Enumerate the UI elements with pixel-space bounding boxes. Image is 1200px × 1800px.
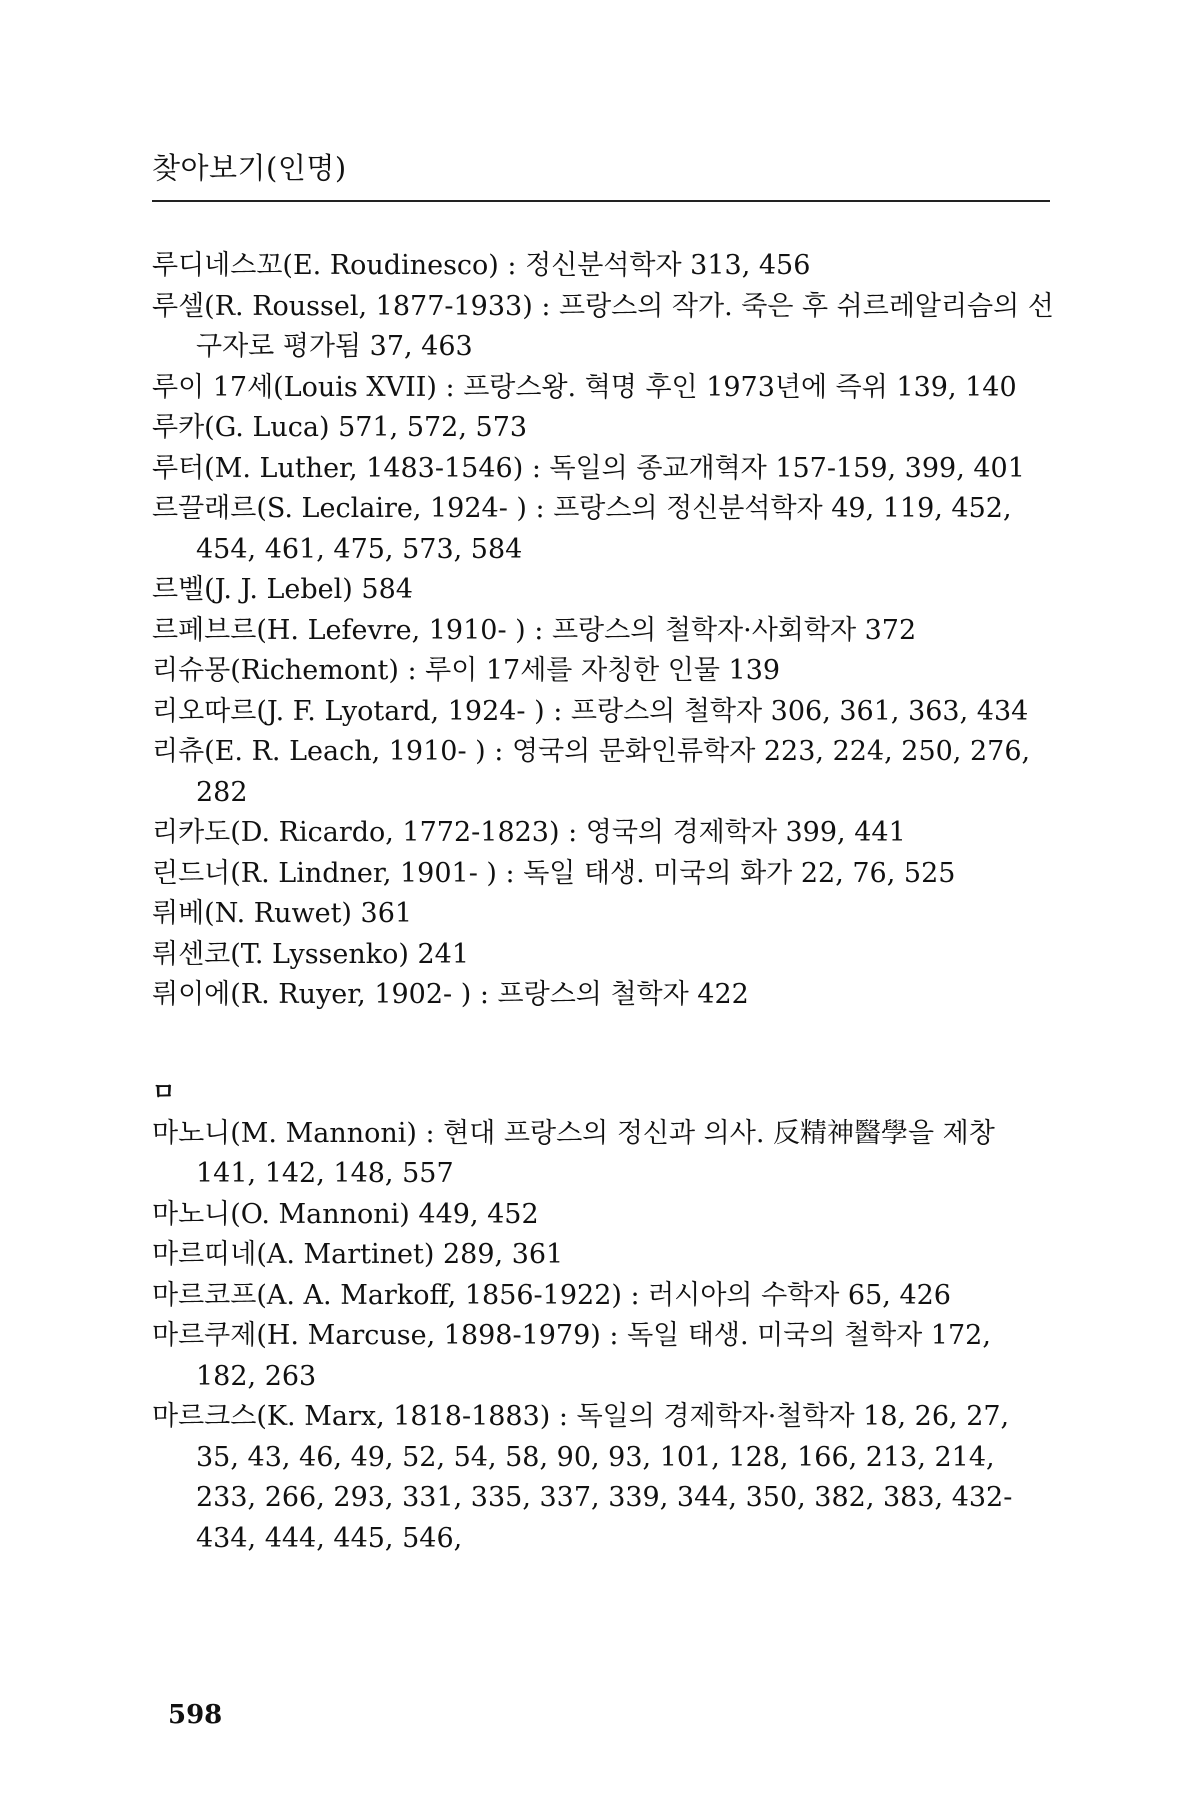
index-entry: 린드너(R. Lindner, 1901- ) : 독일 태생. 미국의 화가 22, 76, 525 xyxy=(152,857,956,889)
index-entry: 마노니(M. Mannoni) : 현대 프랑스의 정신과 의사. 反精神醫學을 제창 141, 142, 148, 557 xyxy=(152,1117,995,1189)
index-entry: 리카도(D. Ricardo, 1772-1823) : 영국의 경제학자 399, 441 xyxy=(152,817,906,848)
index-entry: 뤼센코(T. Lyssenko) 241 xyxy=(152,938,470,970)
index-entry: 루터(M. Luther, 1483-1546) : 독일의 종교개혁자 157-159, 399, 401 xyxy=(152,452,1025,484)
index-entry: 루이 17세(Louis XVII) : 프랑스왕. 혁명 후인 1973년에 즉위 139, 140 xyxy=(152,371,1017,403)
index-entry: 리오따르(J. F. Lyotard, 1924- ) : 프랑스의 철학자 306, 361, 363, 434 xyxy=(152,695,1029,727)
index-list xyxy=(152,246,1057,1559)
index-entry: 마르크스(K. Marx, 1818-1883) : 독일의 경제학자·철학자 18, 26, 27, 35, 43, 46, 49, 52, 54, 58, 90, 93, 101, 128, 166, 213, 214, 233, 266, 293, 331, 335, 337, 339, 344, 350, 382, 383, 432-434, 444, 445, 546, xyxy=(152,1401,1013,1554)
index-entry: 루셀(R. Roussel, 1877-1933) : 프랑스의 작가. 죽은 후 쉬르레알리슴의 선구자로 평가됨 37, 463 xyxy=(152,290,1054,362)
index-entry: 마르코프(A. A. Markoff, 1856-1922) : 러시아의 수학자 65, 426 xyxy=(152,1279,951,1311)
header-rule xyxy=(152,200,1050,202)
page-header: 찾아보기(인명) xyxy=(152,151,347,185)
section-heading: ㅁ xyxy=(152,1077,176,1106)
index-entry: 마노니(O. Mannoni) 449, 452 xyxy=(152,1198,539,1230)
index-entry: 뤼베(N. Ruwet) 361 xyxy=(152,898,413,929)
index-entry: 루디네스꼬(E. Roudinesco) : 정신분석학자 313, 456 xyxy=(152,250,811,281)
index-entry: 마르띠네(A. Martinet) 289, 361 xyxy=(152,1239,564,1270)
page-number: 598 xyxy=(168,1700,223,1730)
index-entry: 르끌래르(S. Leclaire, 1924- ) : 프랑스의 정신분석학자 49, 119, 452, 454, 461, 475, 573, 584 xyxy=(152,493,1012,565)
index-entry: 리츄(E. R. Leach, 1910- ) : 영국의 문화인류학자 223, 224, 250, 276, 282 xyxy=(152,736,1031,808)
index-entry: 르벨(J. J. Lebel) 584 xyxy=(152,574,413,605)
index-entry: 뤼이에(R. Ruyer, 1902- ) : 프랑스의 철학자 422 xyxy=(152,979,749,1010)
index-entry: 리슈몽(Richemont) : 루이 17세를 자칭한 인물 139 xyxy=(152,655,781,686)
index-entry: 마르쿠제(H. Marcuse, 1898-1979) : 독일 태생. 미국의 철학자 172, 182, 263 xyxy=(152,1320,991,1392)
index-entry: 르페브르(H. Lefevre, 1910- ) : 프랑스의 철학자·사회학자 372 xyxy=(152,614,917,646)
index-entry: 루카(G. Luca) 571, 572, 573 xyxy=(152,412,528,443)
